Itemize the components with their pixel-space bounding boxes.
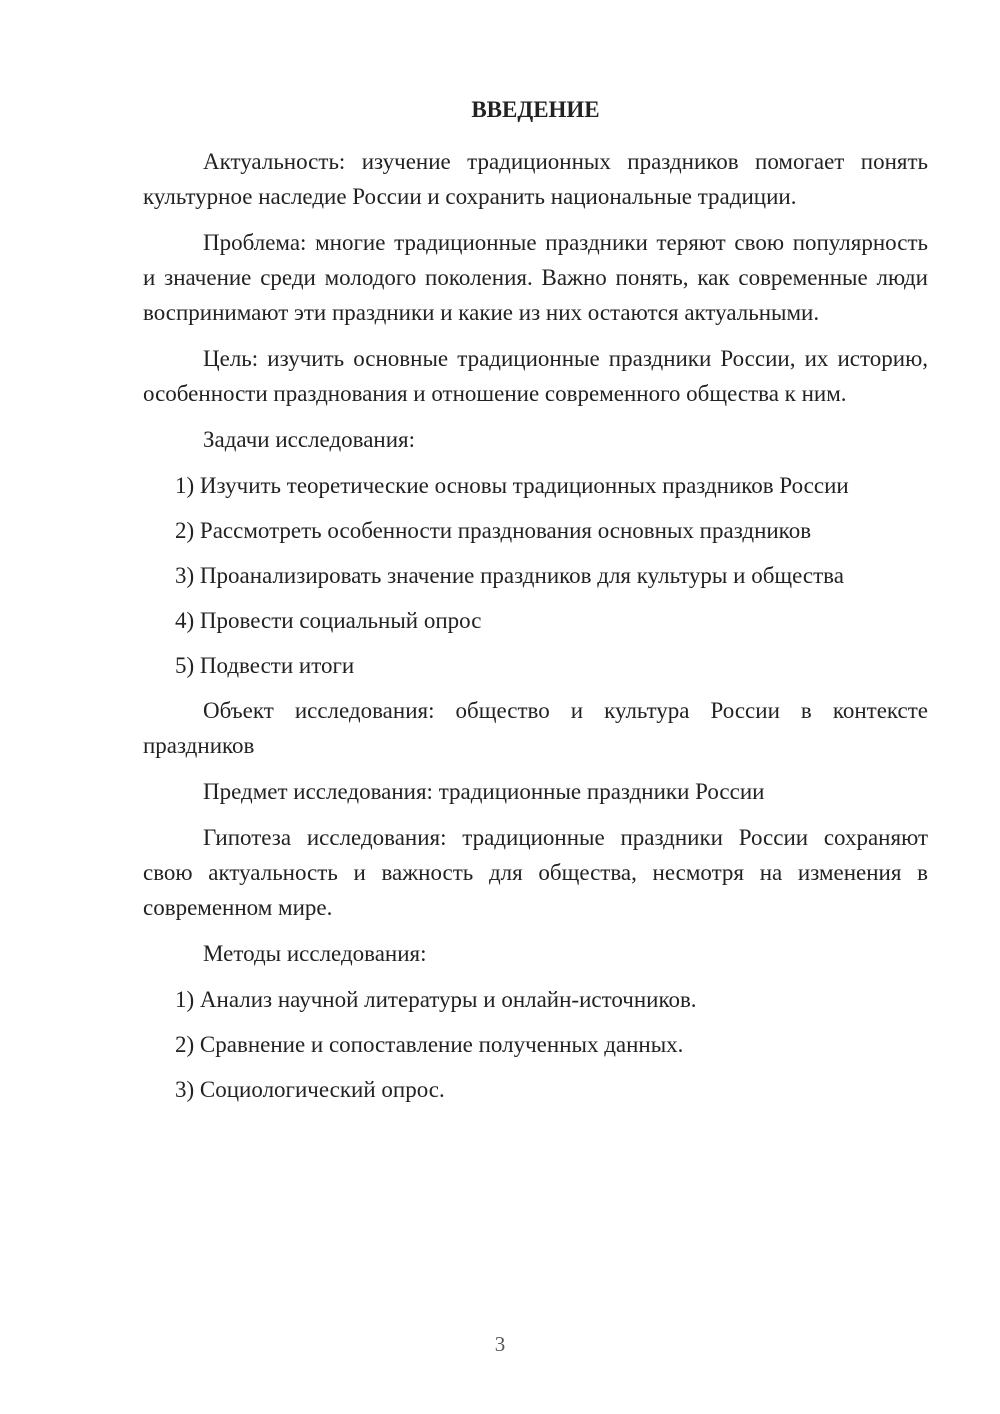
hypothesis-paragraph: Гипотеза исследования: традиционные праздники России сохраняют свою актуальность и важность для общества, несмотря на изменения в современном мире.: [143, 825, 928, 920]
task-item: 1) Изучить теоретические основы традиционных праздников России: [175, 473, 849, 498]
problem-paragraph: Проблема: многие традиционные праздники теряют свою популярность и значение среди молодого поколения. Важно понять, как современные люди воспринимают эти праздники и какие из них остаются актуальными.: [143, 230, 928, 325]
task-item: 4) Провести социальный опрос: [175, 608, 482, 633]
tasks-label: Задачи исследования:: [203, 427, 416, 452]
page-number: 3: [494, 1332, 506, 1356]
goal-paragraph: Цель: изучить основные традиционные праздники России, их историю, особенности празднования и отношение современного общества к ним.: [143, 346, 928, 406]
object-paragraph: Объект исследования: общество и культура России в контексте праздников: [143, 698, 928, 758]
methods-label: Методы исследования:: [203, 941, 427, 966]
task-item: 5) Подвести итоги: [175, 653, 355, 678]
subject-paragraph: Предмет исследования: традиционные праздники России: [203, 779, 765, 804]
task-item: 3) Проанализировать значение праздников для культуры и общества: [175, 563, 844, 588]
task-item: 2) Рассмотреть особенности празднования основных праздников: [175, 518, 812, 543]
method-item: 2) Сравнение и сопоставление полученных данных.: [175, 1032, 684, 1057]
section-title: ВВЕДЕНИЕ: [471, 97, 600, 122]
method-item: 1) Анализ научной литературы и онлайн-источников.: [175, 987, 697, 1012]
relevance-paragraph: Актуальность: изучение традиционных праздников помогает понять культурное наследие России и сохранить национальные традиции.: [143, 149, 928, 209]
method-item: 3) Социологический опрос.: [175, 1077, 445, 1102]
tasks-list: [143, 468, 928, 683]
document-body: [143, 92, 928, 1117]
methods-list: [143, 982, 928, 1107]
